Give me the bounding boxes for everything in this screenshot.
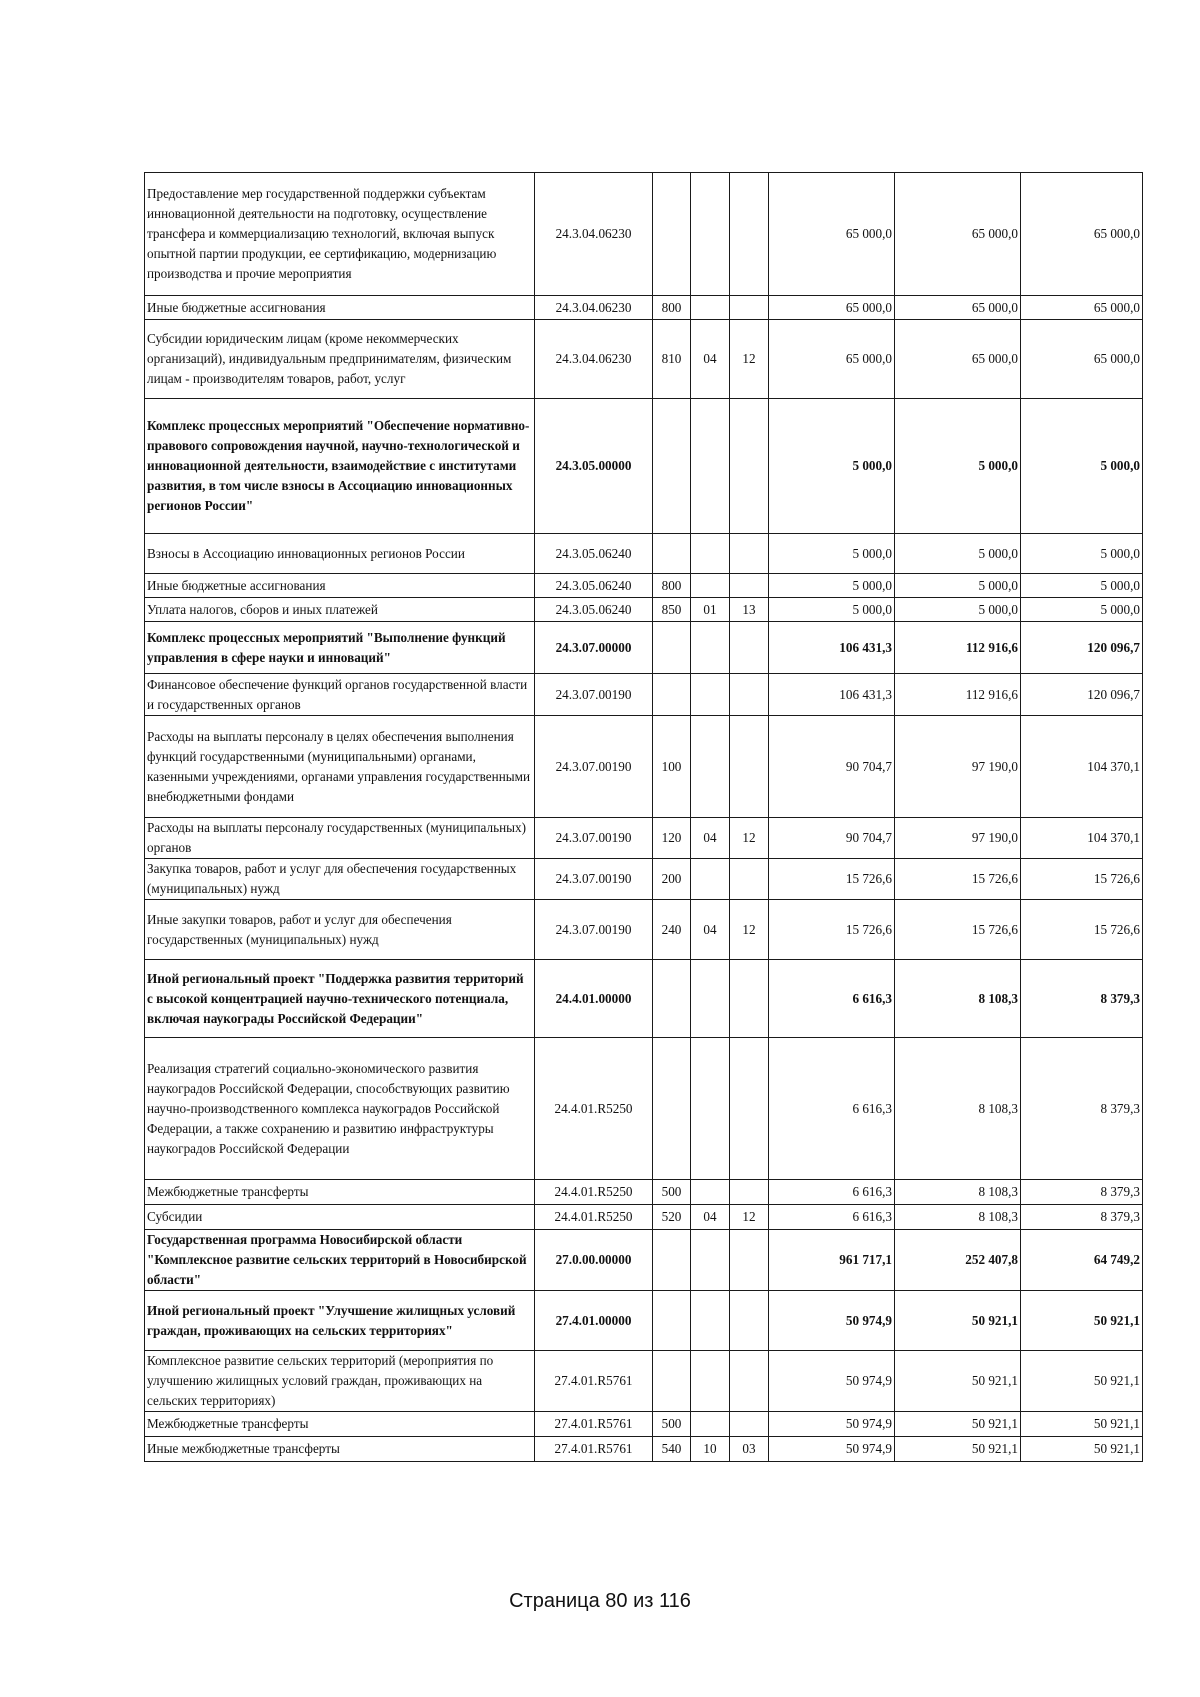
row-code: 27.0.00.00000 (535, 1230, 653, 1291)
row-subsection (730, 1038, 769, 1180)
row-expense-type (653, 1230, 691, 1291)
table-row (145, 674, 1143, 716)
row-amount-year-2: 65 000,0 (895, 320, 1021, 399)
row-amount-year-2: 8 108,3 (895, 1038, 1021, 1180)
row-expense-type (653, 534, 691, 574)
row-expense-type: 240 (653, 900, 691, 960)
row-amount-year-2: 252 407,8 (895, 1230, 1021, 1291)
row-name: Иной региональный проект "Поддержка развития территорий с высокой концентрацией научно-технического потенциала, включая наукограды Российской Федерации" (145, 960, 535, 1038)
row-section: 10 (691, 1437, 730, 1462)
row-expense-type (653, 1038, 691, 1180)
row-amount-year-1: 961 717,1 (769, 1230, 895, 1291)
row-name: Межбюджетные трансферты (145, 1412, 535, 1437)
table-row (145, 960, 1143, 1038)
row-subsection (730, 716, 769, 818)
row-subsection (730, 1351, 769, 1412)
row-amount-year-3: 50 921,1 (1021, 1412, 1143, 1437)
row-amount-year-2: 50 921,1 (895, 1291, 1021, 1351)
row-section (691, 574, 730, 598)
row-amount-year-3: 50 921,1 (1021, 1291, 1143, 1351)
row-subsection (730, 574, 769, 598)
row-amount-year-1: 5 000,0 (769, 399, 895, 534)
row-code: 24.3.04.06230 (535, 320, 653, 399)
row-amount-year-3: 8 379,3 (1021, 1205, 1143, 1230)
row-expense-type: 810 (653, 320, 691, 399)
row-amount-year-3: 50 921,1 (1021, 1351, 1143, 1412)
row-code: 24.3.05.06240 (535, 534, 653, 574)
row-amount-year-1: 90 704,7 (769, 818, 895, 859)
row-amount-year-3: 65 000,0 (1021, 173, 1143, 296)
table-row (145, 534, 1143, 574)
row-amount-year-1: 50 974,9 (769, 1291, 895, 1351)
row-amount-year-1: 15 726,6 (769, 900, 895, 960)
row-code: 24.3.05.06240 (535, 574, 653, 598)
row-code: 24.3.05.06240 (535, 598, 653, 622)
row-amount-year-3: 64 749,2 (1021, 1230, 1143, 1291)
row-subsection: 03 (730, 1437, 769, 1462)
table-row (145, 1291, 1143, 1351)
row-code: 24.3.07.00000 (535, 622, 653, 674)
row-expense-type: 540 (653, 1437, 691, 1462)
row-expense-type: 850 (653, 598, 691, 622)
row-name: Иные бюджетные ассигнования (145, 574, 535, 598)
row-amount-year-3: 5 000,0 (1021, 598, 1143, 622)
row-section (691, 859, 730, 900)
table-row (145, 320, 1143, 399)
row-expense-type: 520 (653, 1205, 691, 1230)
row-code: 24.3.04.06230 (535, 296, 653, 320)
row-amount-year-1: 50 974,9 (769, 1412, 895, 1437)
row-section (691, 716, 730, 818)
row-amount-year-3: 104 370,1 (1021, 818, 1143, 859)
row-subsection: 12 (730, 320, 769, 399)
row-subsection (730, 1180, 769, 1205)
row-amount-year-3: 65 000,0 (1021, 296, 1143, 320)
row-amount-year-2: 5 000,0 (895, 574, 1021, 598)
row-subsection (730, 173, 769, 296)
table-row (145, 1412, 1143, 1437)
row-amount-year-1: 6 616,3 (769, 1180, 895, 1205)
row-code: 27.4.01.R5761 (535, 1437, 653, 1462)
row-amount-year-3: 8 379,3 (1021, 960, 1143, 1038)
table-row (145, 598, 1143, 622)
row-section (691, 534, 730, 574)
row-amount-year-2: 112 916,6 (895, 622, 1021, 674)
row-amount-year-2: 5 000,0 (895, 598, 1021, 622)
row-amount-year-3: 5 000,0 (1021, 399, 1143, 534)
table-row (145, 1038, 1143, 1180)
row-name: Расходы на выплаты персоналу государственных (муниципальных) органов (145, 818, 535, 859)
row-name: Взносы в Ассоциацию инновационных регионов России (145, 534, 535, 574)
row-section (691, 622, 730, 674)
row-code: 24.3.07.00190 (535, 818, 653, 859)
row-amount-year-1: 6 616,3 (769, 1205, 895, 1230)
row-expense-type: 800 (653, 574, 691, 598)
row-code: 24.4.01.R5250 (535, 1205, 653, 1230)
row-name: Государственная программа Новосибирской области "Комплексное развитие сельских территорий в Новосибирской области" (145, 1230, 535, 1291)
table-row (145, 173, 1143, 296)
row-expense-type (653, 674, 691, 716)
row-expense-type (653, 622, 691, 674)
row-amount-year-2: 15 726,6 (895, 859, 1021, 900)
table-row (145, 1437, 1143, 1462)
row-amount-year-1: 5 000,0 (769, 574, 895, 598)
row-amount-year-3: 104 370,1 (1021, 716, 1143, 818)
table-row (145, 859, 1143, 900)
table-row (145, 716, 1143, 818)
row-name: Комплекс процессных мероприятий "Выполнение функций управления в сфере науки и инноваций" (145, 622, 535, 674)
row-amount-year-1: 65 000,0 (769, 296, 895, 320)
row-amount-year-3: 120 096,7 (1021, 674, 1143, 716)
row-amount-year-1: 90 704,7 (769, 716, 895, 818)
row-name: Субсидии (145, 1205, 535, 1230)
row-name: Комплекс процессных мероприятий "Обеспечение нормативно-правового сопровождения научной, научно-технологической и инновационной деятельности, взаимодействие с институтами развития, в том числе взносы в Ассоциацию инновационных регионов России" (145, 399, 535, 534)
budget-table (144, 172, 1143, 1462)
row-section (691, 1038, 730, 1180)
row-subsection (730, 296, 769, 320)
row-amount-year-2: 8 108,3 (895, 960, 1021, 1038)
row-name: Закупка товаров, работ и услуг для обеспечения государственных (муниципальных) нужд (145, 859, 535, 900)
table-row (145, 1351, 1143, 1412)
row-amount-year-2: 112 916,6 (895, 674, 1021, 716)
row-amount-year-3: 8 379,3 (1021, 1038, 1143, 1180)
row-subsection (730, 859, 769, 900)
table-row (145, 1205, 1143, 1230)
row-subsection (730, 674, 769, 716)
row-code: 24.3.07.00190 (535, 859, 653, 900)
row-amount-year-1: 6 616,3 (769, 1038, 895, 1180)
row-name: Иные закупки товаров, работ и услуг для обеспечения государственных (муниципальных) нужд (145, 900, 535, 960)
row-code: 24.3.07.00190 (535, 674, 653, 716)
row-code: 27.4.01.00000 (535, 1291, 653, 1351)
row-subsection (730, 1291, 769, 1351)
row-amount-year-3: 8 379,3 (1021, 1180, 1143, 1205)
row-name: Расходы на выплаты персоналу в целях обеспечения выполнения функций государственными (муниципальными) органами, казенными учреждениями, органами управления государственными внебюджетными фондами (145, 716, 535, 818)
table-body (145, 173, 1143, 1462)
row-amount-year-2: 65 000,0 (895, 296, 1021, 320)
row-amount-year-3: 65 000,0 (1021, 320, 1143, 399)
row-expense-type (653, 960, 691, 1038)
row-expense-type (653, 1351, 691, 1412)
row-subsection (730, 622, 769, 674)
row-code: 27.4.01.R5761 (535, 1412, 653, 1437)
row-code: 27.4.01.R5761 (535, 1351, 653, 1412)
row-section (691, 296, 730, 320)
row-amount-year-2: 50 921,1 (895, 1437, 1021, 1462)
row-amount-year-3: 5 000,0 (1021, 574, 1143, 598)
row-code: 24.3.04.06230 (535, 173, 653, 296)
row-subsection (730, 534, 769, 574)
row-subsection (730, 1230, 769, 1291)
row-expense-type: 800 (653, 296, 691, 320)
row-amount-year-2: 5 000,0 (895, 534, 1021, 574)
row-code: 24.4.01.00000 (535, 960, 653, 1038)
row-section (691, 1351, 730, 1412)
row-section (691, 1291, 730, 1351)
row-section: 04 (691, 1205, 730, 1230)
row-amount-year-1: 106 431,3 (769, 674, 895, 716)
row-expense-type: 500 (653, 1412, 691, 1437)
row-section: 04 (691, 818, 730, 859)
row-amount-year-1: 50 974,9 (769, 1351, 895, 1412)
table-row (145, 574, 1143, 598)
row-expense-type: 120 (653, 818, 691, 859)
row-expense-type: 200 (653, 859, 691, 900)
row-code: 24.4.01.R5250 (535, 1180, 653, 1205)
row-name: Межбюджетные трансферты (145, 1180, 535, 1205)
table-row (145, 399, 1143, 534)
row-amount-year-1: 106 431,3 (769, 622, 895, 674)
row-expense-type: 500 (653, 1180, 691, 1205)
page-number: Страница 80 из 116 (509, 1590, 691, 1612)
row-section (691, 960, 730, 1038)
row-code: 24.3.05.00000 (535, 399, 653, 534)
row-section (691, 1180, 730, 1205)
row-section: 04 (691, 900, 730, 960)
row-code: 24.3.07.00190 (535, 900, 653, 960)
row-amount-year-3: 5 000,0 (1021, 534, 1143, 574)
row-expense-type (653, 399, 691, 534)
row-amount-year-1: 15 726,6 (769, 859, 895, 900)
table-row (145, 900, 1143, 960)
row-section (691, 399, 730, 534)
row-amount-year-1: 6 616,3 (769, 960, 895, 1038)
row-subsection: 12 (730, 900, 769, 960)
row-amount-year-1: 5 000,0 (769, 598, 895, 622)
row-amount-year-2: 8 108,3 (895, 1205, 1021, 1230)
row-section: 04 (691, 320, 730, 399)
row-subsection: 12 (730, 1205, 769, 1230)
row-amount-year-2: 8 108,3 (895, 1180, 1021, 1205)
row-amount-year-1: 50 974,9 (769, 1437, 895, 1462)
row-subsection (730, 960, 769, 1038)
row-name: Комплексное развитие сельских территорий (мероприятия по улучшению жилищных условий граждан, проживающих на сельских территориях) (145, 1351, 535, 1412)
row-amount-year-3: 120 096,7 (1021, 622, 1143, 674)
table-row (145, 296, 1143, 320)
row-expense-type (653, 173, 691, 296)
row-amount-year-2: 15 726,6 (895, 900, 1021, 960)
row-name: Финансовое обеспечение функций органов государственной власти и государственных органов (145, 674, 535, 716)
row-amount-year-2: 97 190,0 (895, 818, 1021, 859)
row-amount-year-1: 5 000,0 (769, 534, 895, 574)
table-row (145, 1230, 1143, 1291)
table-row (145, 1180, 1143, 1205)
row-amount-year-2: 65 000,0 (895, 173, 1021, 296)
row-amount-year-2: 97 190,0 (895, 716, 1021, 818)
row-subsection (730, 399, 769, 534)
row-amount-year-1: 65 000,0 (769, 320, 895, 399)
row-section: 01 (691, 598, 730, 622)
row-amount-year-2: 5 000,0 (895, 399, 1021, 534)
row-subsection (730, 1412, 769, 1437)
row-name: Иной региональный проект "Улучшение жилищных условий граждан, проживающих на сельских территориях" (145, 1291, 535, 1351)
row-section (691, 173, 730, 296)
row-name: Уплата налогов, сборов и иных платежей (145, 598, 535, 622)
row-amount-year-2: 50 921,1 (895, 1412, 1021, 1437)
row-section (691, 674, 730, 716)
row-amount-year-1: 65 000,0 (769, 173, 895, 296)
row-code: 24.4.01.R5250 (535, 1038, 653, 1180)
row-amount-year-2: 50 921,1 (895, 1351, 1021, 1412)
row-section (691, 1230, 730, 1291)
row-amount-year-3: 15 726,6 (1021, 900, 1143, 960)
row-name: Иные бюджетные ассигнования (145, 296, 535, 320)
table-row (145, 818, 1143, 859)
row-amount-year-3: 15 726,6 (1021, 859, 1143, 900)
row-name: Реализация стратегий социально-экономического развития наукоградов Российской Федерации, способствующих развитию научно-производственного комплекса наукоградов Российской Федерации, а также сохранению и развитию инфраструктуры наукоградов Российской Федерации (145, 1038, 535, 1180)
row-name: Иные межбюджетные трансферты (145, 1437, 535, 1462)
row-name: Субсидии юридическим лицам (кроме некоммерческих организаций), индивидуальным предпринимателям, физическим лицам - производителям товаров, работ, услуг (145, 320, 535, 399)
row-name: Предоставление мер государственной поддержки субъектам инновационной деятельности на подготовку, осуществление трансфера и коммерциализацию технологий, включая выпуск опытной партии продукции, ее сертификацию, модернизацию производства и прочие мероприятия (145, 173, 535, 296)
row-subsection: 13 (730, 598, 769, 622)
table-row (145, 622, 1143, 674)
row-amount-year-3: 50 921,1 (1021, 1437, 1143, 1462)
row-subsection: 12 (730, 818, 769, 859)
row-expense-type: 100 (653, 716, 691, 818)
row-code: 24.3.07.00190 (535, 716, 653, 818)
row-expense-type (653, 1291, 691, 1351)
row-section (691, 1412, 730, 1437)
